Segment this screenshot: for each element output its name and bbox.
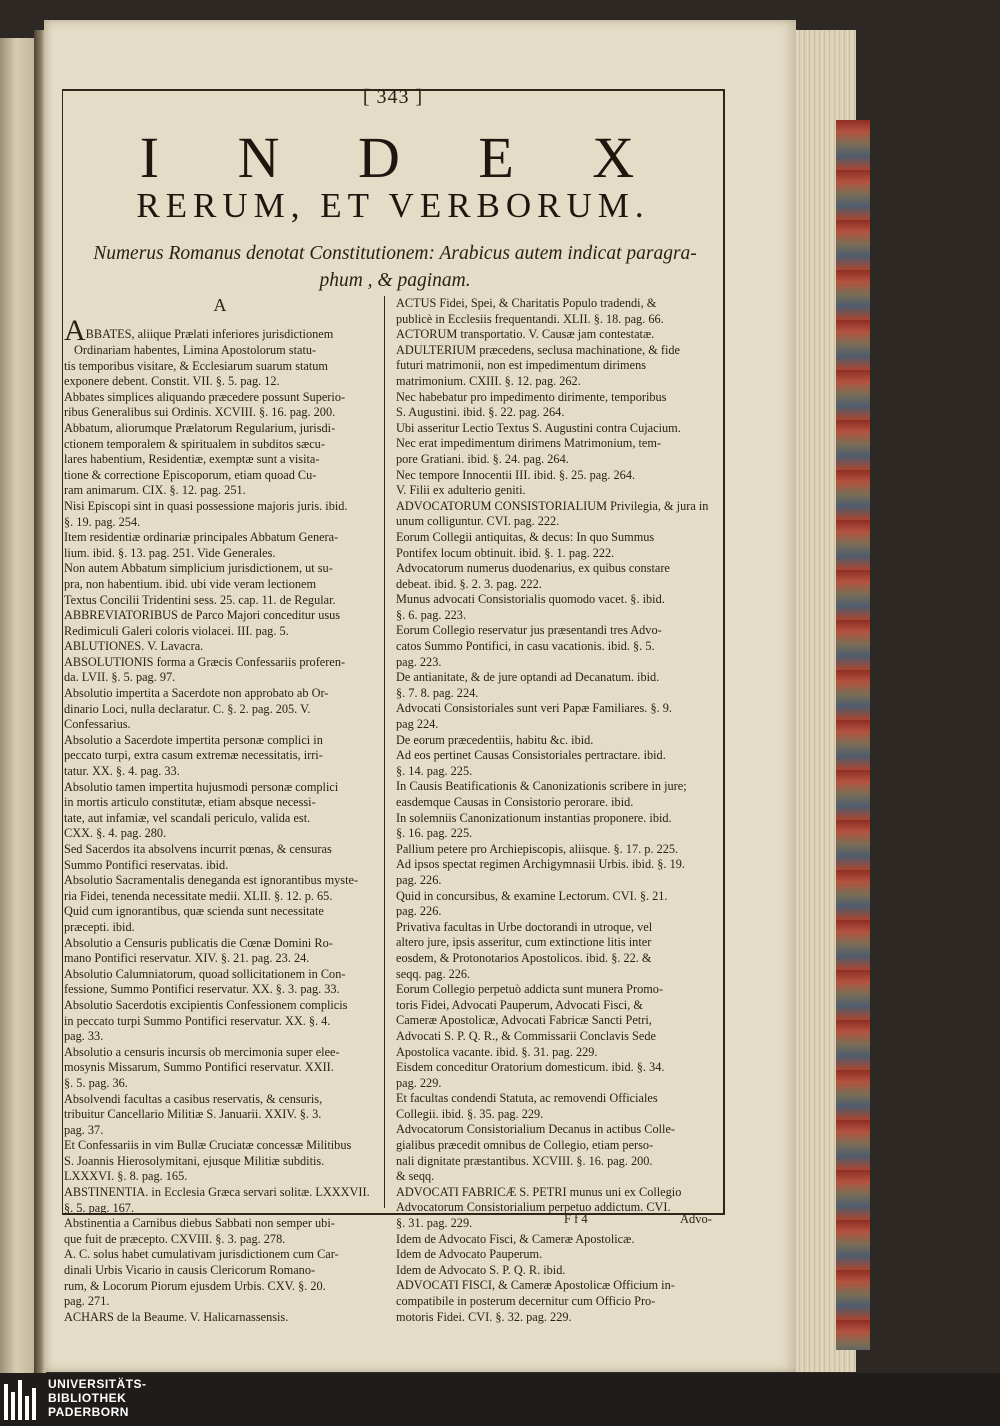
index-line: Textus Concilii Tridentini sess. 25. cap. 11. de Regular. xyxy=(64,592,336,607)
index-line: rum, & Locorum Piorum ejusdem Urbis. CXV. §. 20. xyxy=(64,1278,326,1293)
index-subtitle: RERUM, ET VERBORUM. xyxy=(136,186,650,225)
index-line: Nec tempore Innocentii III. ibid. §. 25. pag. 264. xyxy=(396,467,636,482)
index-line: altero jure, ipsis asseritur, cum extinctione litis inter xyxy=(396,935,652,950)
index-line: tribuitur Cancellario Militiæ S. Januarii. XXIV. §. 3. xyxy=(64,1107,322,1122)
index-line: pag. 226. xyxy=(396,872,442,887)
index-line: tate, aut infamiæ, vel scandali periculo, valida est. xyxy=(64,810,311,825)
index-line: Redimiculi Galeri coloris violacei. III. pag. 5. xyxy=(64,623,289,638)
index-line: A. C. solus habet cumulativam jurisdictionem cum Car- xyxy=(64,1247,339,1262)
index-line: lares habentium, Residentiæ, exemptæ sunt a visita- xyxy=(64,452,320,467)
index-line: Idem de Advocato Fisci, & Cameræ Apostolicæ. xyxy=(396,1231,635,1246)
index-line: Collegii. ibid. §. 35. pag. 229. xyxy=(396,1106,544,1121)
index-line: Sed Sacerdos ita absolvens incurrit pœnas, & censuras xyxy=(64,842,332,856)
index-line: Summo Pontifici reservatas. ibid. xyxy=(64,857,229,872)
index-line: peccato turpi, extra casum extremæ necessitatis, irri- xyxy=(64,748,323,763)
index-line: CXX. §. 4. pag. 280. xyxy=(64,826,167,841)
index-line: ADULTERIUM præcedens, seclusa machinatione, & fide xyxy=(396,342,681,357)
drop-cap: A xyxy=(64,314,86,347)
index-line: ctionem temporalem & spiritualem in subditos sæcu- xyxy=(64,436,325,451)
index-line: seqq. pag. 226. xyxy=(396,966,471,981)
index-line: Absolutio a Censuris publicatis die Cœnæ Domini Ro- xyxy=(64,935,333,950)
index-line: Item residentiæ ordinariæ principales Abbatum Genera- xyxy=(64,530,339,545)
signature-mark: F f 4 xyxy=(564,1212,588,1226)
index-line: Quid cum ignorantibus, quæ scienda sunt necessitate xyxy=(64,904,324,919)
index-line: §. 7. 8. pag. 224. xyxy=(396,685,479,700)
index-line: ABBREVIATORIBUS de Parco Majori conceditur usus xyxy=(64,608,341,623)
index-line: easdemque Causas in Consistorio perorare. ibid. xyxy=(396,795,634,809)
index-line: ACTORUM transportatio. V. Causæ jam contestatæ. xyxy=(396,327,655,342)
index-line: Ubi asseritur Lectio Textus S. Augustini contra Cujacium. xyxy=(396,420,681,435)
index-line: fessione, Summo Pontifici reservatur. XX. §. 3. pag. 33. xyxy=(64,982,340,997)
index-line: ADVOCATORUM CONSISTORIALIUM Privilegia, & jura in xyxy=(396,498,709,513)
index-note-line: phum , & paginam. xyxy=(319,270,471,291)
index-line: pag. 229. xyxy=(396,1075,442,1090)
index-line: mosynis Missarum, Summo Pontifici reservatur. XXII. xyxy=(64,1060,334,1075)
index-line: præcepti. ibid. xyxy=(64,919,135,934)
index-line: Nec erat impedimentum dirimens Matrimonium, tem- xyxy=(396,436,662,451)
index-line: Advocatorum Consistorialium Decanus in actibus Colle- xyxy=(396,1122,676,1137)
index-line: Nisi Episcopi sint in quasi possessione majoris juris. ibid. xyxy=(64,498,348,513)
index-line: toris Fidei, Advocati Pauperum, Advocati Fisci, & xyxy=(396,997,643,1012)
left-column xyxy=(64,296,376,1325)
index-title: I N D E X xyxy=(139,125,667,190)
index-line: §. 16. pag. 225. xyxy=(396,826,473,841)
index-line: dinario Loci, nulla declaratur. C. §. 2. pag. 205. V. xyxy=(64,701,311,716)
index-line: §. 31. pag. 229. xyxy=(396,1216,473,1231)
right-column xyxy=(396,296,714,1325)
index-line: Pontifex locum obtinuit. ibid. §. 1. pag. 222. xyxy=(396,545,615,560)
index-line: tis temporibus visitare, & Ecclesiarum suarum statum xyxy=(64,358,328,373)
index-line: Privativa facultas in Urbe doctorandi in utroque, vel xyxy=(396,919,653,934)
page-number: [ 343 ] xyxy=(362,86,424,108)
index-line: motoris Fidei. CVI. §. 32. pag. 229. xyxy=(396,1309,572,1324)
index-line: gialibus præcedit omnibus de Collegio, etiam perso- xyxy=(396,1138,654,1153)
left-entries xyxy=(64,359,376,1326)
library-name-line: UNIVERSITÄTS- xyxy=(48,1377,147,1391)
index-line: Absolutio Sacerdotis excipientis Confessionem complicis xyxy=(64,997,348,1012)
index-line: lium. ibid. §. 13. pag. 251. Vide Generales. xyxy=(64,545,276,560)
library-footer xyxy=(0,1373,1000,1426)
index-line: Absolutio impertita a Sacerdote non approbato ab Or- xyxy=(64,686,329,701)
catchword: Advo- xyxy=(680,1212,712,1226)
book-binding xyxy=(836,120,870,1350)
index-line: matrimonium. CXIII. §. 12. pag. 262. xyxy=(396,373,581,388)
index-line: In solemniis Canonizationum instantias proponere. ibid. xyxy=(396,810,672,825)
index-line: dinali Urbis Vicario in causis Clericorum Romano- xyxy=(64,1263,316,1278)
index-line: S. Augustini. ibid. §. 22. pag. 264. xyxy=(396,405,565,420)
index-line: Munus advocati Consistorialis quomodo vacet. §. ibid. xyxy=(396,592,665,607)
index-line: V. Filii ex adulterio geniti. xyxy=(396,483,526,498)
index-line: in peccato turpi Summo Pontifici reservatur. XX. §. 4. xyxy=(64,1013,331,1028)
index-line: tione & correctione Episcoporum, etiam quoad Cu- xyxy=(64,467,317,482)
index-line: De eorum præcedentiis, habitu &c. ibid. xyxy=(396,732,594,747)
index-line: Pallium petere pro Archiepiscopis, aliisque. §. 17. p. 225. xyxy=(396,841,679,856)
index-line: pag. 33. xyxy=(64,1029,104,1044)
index-line: §. 6. pag. 223. xyxy=(396,607,467,622)
library-name-line: PADERBORN xyxy=(48,1405,129,1419)
index-line: Eorum Collegio perpetuò addicta sunt munera Promo- xyxy=(396,982,664,997)
index-line: Ordinariam habentes, Limina Apostolorum statu- xyxy=(74,343,317,357)
index-line: mano Pontifici reservatur. XIV. §. 21. pag. 23. 24. xyxy=(64,951,310,966)
index-line: In Causis Beatificationis & Canonizationis scribere in jure; xyxy=(396,779,687,794)
index-line: pag. 271. xyxy=(64,1294,110,1309)
index-line: Idem de Advocato S. P. Q. R. ibid. xyxy=(396,1262,566,1277)
index-line: Absolutio Sacramentalis deneganda est ignorantibus myste- xyxy=(64,873,359,888)
index-line: Ad eos pertinet Causas Consistoriales pertractare. ibid. xyxy=(396,748,666,763)
index-line: Abstinentia a Carnibus diebus Sabbati non semper ubi- xyxy=(64,1216,335,1231)
right-entries xyxy=(396,296,714,1325)
index-line: unum colliguntur. CVI. pag. 222. xyxy=(396,514,560,529)
index-line: §. 19. pag. 254. xyxy=(64,514,141,529)
index-note-line: Numerus Romanus denotat Constitutionem: Arabicus autem indicat paragra- xyxy=(93,243,697,264)
index-line: publicè in Ecclesiis frequentandi. XLII. §. 18. pag. 66. xyxy=(396,311,664,326)
index-line: Absolutio a Sacerdote impertita personæ complici in xyxy=(64,732,323,747)
index-line: Absolutio a censuris incursis ob mercimonia super elee- xyxy=(64,1044,340,1059)
index-line: compatibile in posterum decernitur cum Officio Pro- xyxy=(396,1294,656,1308)
index-line: Eisdem conceditur Oratorium domesticum. ibid. §. 34. xyxy=(396,1060,665,1075)
index-line: pag. 226. xyxy=(396,904,442,919)
facing-page-edge xyxy=(0,38,36,1373)
index-line: §. 5. pag. 36. xyxy=(64,1075,128,1090)
index-line: debeat. ibid. §. 2. 3. pag. 222. xyxy=(396,576,542,591)
index-note xyxy=(70,240,720,294)
university-logo-icon xyxy=(2,1378,42,1422)
index-line: Abbatum, aliorumque Prælatorum Regularium, jurisdi- xyxy=(64,420,336,435)
index-line: ACHARS de la Beaume. V. Halicarnassensis. xyxy=(64,1309,289,1324)
index-line: pag. 223. xyxy=(396,654,442,669)
index-line: Absolutio Calumniatorum, quoad sollicitationem in Con- xyxy=(64,966,346,981)
index-line: ABSOLUTIONIS forma a Græcis Confessariis proferen- xyxy=(64,654,346,669)
index-line: Idem de Advocato Pauperum. xyxy=(396,1247,543,1262)
index-line: §. 14. pag. 225. xyxy=(396,763,473,778)
index-line: ria Fidei, tenenda necessitate medii. XLII. §. 12. p. 65. xyxy=(64,888,333,903)
index-line: tatur. XX. §. 4. pag. 33. xyxy=(64,764,180,779)
index-line: Absolutio tamen impertita hujusmodi personæ complici xyxy=(64,779,339,794)
index-line: BBATES, aliique Prælati inferiores jurisdictionem xyxy=(85,327,334,341)
index-line: Abbates simplices aliquando præcedere possunt Superio- xyxy=(64,389,346,404)
index-line: futuri matrimonii, non est impedimentum dirimens xyxy=(396,358,647,373)
index-line: que fuit de præcepto. CXVIII. §. 3. pag. 278. xyxy=(64,1231,286,1246)
index-line: Cameræ Apostolicæ, Advocati Fabricæ Sancti Petri, xyxy=(396,1013,652,1028)
index-line: Absolvendi facultas a casibus reservatis, & censuris, xyxy=(64,1091,323,1106)
index-line: ADVOCATI FISCI, & Cameræ Apostolicæ Officium in- xyxy=(396,1278,675,1293)
index-line: pag. 37. xyxy=(64,1122,104,1137)
index-line: da. LVII. §. 5. pag. 97. xyxy=(64,670,176,685)
index-line: ram animarum. CIX. §. 12. pag. 251. xyxy=(64,483,246,498)
index-line: exponere debent. Constit. VII. §. 5. pag. 12. xyxy=(64,374,280,389)
index-line: Non autem Abbatum simplicium jurisdictionem, ut su- xyxy=(64,561,333,576)
index-line: Advocatorum numerus duodenarius, ex quibus constare xyxy=(396,561,670,576)
index-line: in mortis articulo constitutæ, etiam absque necessi- xyxy=(64,795,316,810)
index-line: Advocati S. P. Q. R., & Commissarii Conclavis Sede xyxy=(396,1028,656,1043)
index-line: ACTUS Fidei, Spei, & Charitatis Populo tradendi, & xyxy=(396,296,657,310)
index-line: De antianitate, & de jure optandi ad Decanatum. ibid. xyxy=(396,670,660,685)
column-divider xyxy=(384,296,385,1208)
index-line: ABSTINENTIA. in Ecclesia Græca servari solitæ. LXXXVII. xyxy=(64,1185,370,1200)
index-line: catos Summo Pontifici, in casu vacationis. ibid. §. 5. xyxy=(396,639,655,654)
first-entry xyxy=(64,314,376,347)
index-line: pra, non habentium. ibid. ubi vide veram lectionem xyxy=(64,576,317,591)
index-line: §. 5. pag. 167. xyxy=(64,1200,135,1215)
index-line: Eorum Collegii antiquitas, & decus: In quo Summus xyxy=(396,529,655,544)
index-line: ADVOCATI FABRICÆ S. PETRI munus uni ex Collegio xyxy=(396,1184,682,1199)
library-name xyxy=(48,1377,147,1419)
library-name-line: BIBLIOTHEK xyxy=(48,1391,127,1405)
index-line: Quid in concursibus, & examine Lectorum. CVI. §. 21. xyxy=(396,888,668,903)
index-line: ribus Generalibus sui Ordinis. XCVIII. §. 16. pag. 200. xyxy=(64,405,336,420)
index-line: Confessarius. xyxy=(64,717,131,732)
index-line: Nec habebatur pro impedimento dirimente, temporibus xyxy=(396,389,667,404)
index-line: Ad ipsos spectat regimen Archigymnasii Urbis. ibid. §. 19. xyxy=(396,857,685,872)
index-line: LXXXVI. §. 8. pag. 165. xyxy=(64,1169,188,1184)
index-line: Advocatorum Consistorialium perpetuo addictum. CVI. xyxy=(396,1200,671,1215)
section-letter: A xyxy=(213,295,227,315)
index-line: Advocati Consistoriales sunt veri Papæ Familiares. §. 9. xyxy=(396,701,672,716)
index-line: ABLUTIONES. V. Lavacra. xyxy=(64,639,204,654)
index-line: eosdem, & Protonotarios Apostolicos. ibid. §. 22. & xyxy=(396,950,652,965)
index-line: Eorum Collegio reservatur jus præsentandi tres Advo- xyxy=(396,623,662,638)
index-line: S. Joannis Hierosolymitani, ejusque Militiæ subditis. xyxy=(64,1153,325,1168)
index-line: pore Gratiani. ibid. §. 24. pag. 264. xyxy=(396,451,569,466)
index-line: & seqq. xyxy=(396,1169,435,1184)
index-line: nali dignitate præstantibus. XCVIII. §. 16. pag. 200. xyxy=(396,1153,653,1168)
index-line: Et facultas condendi Statuta, ac removendi Officiales xyxy=(396,1091,658,1106)
index-line: Apostolica vacante. ibid. §. 31. pag. 229. xyxy=(396,1044,598,1059)
index-line: Et Confessariis in vim Bullæ Cruciatæ concessæ Militibus xyxy=(64,1138,352,1153)
index-line: pag 224. xyxy=(396,717,439,732)
